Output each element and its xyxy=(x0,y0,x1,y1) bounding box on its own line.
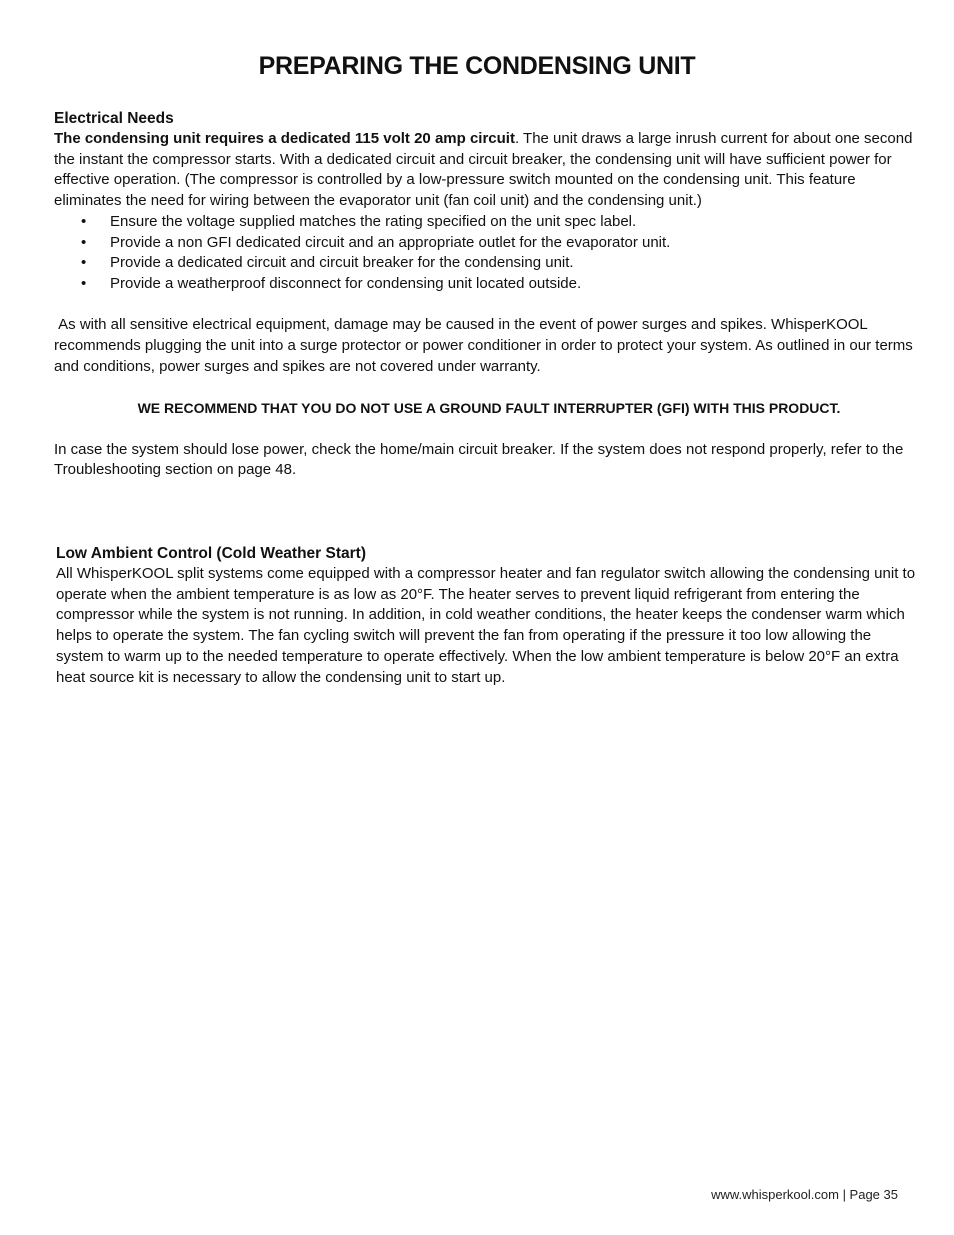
list-item-text: Provide a weatherproof disconnect for condensing unit located outside. xyxy=(110,274,582,292)
bullet-icon: • xyxy=(81,274,87,292)
list-item xyxy=(54,253,916,274)
power-loss-paragraph: In case the system should lose power, check the home/main circuit breaker. If the system does not respond properly, refer to the Troubleshooting section on page 48. xyxy=(54,440,904,479)
surge-paragraph: As with all sensitive electrical equipment, damage may be caused in the event of power surges and spikes. WhisperKOOL recommends plugging the unit into a surge protector or power conditioner in order to protect your system. As outlined in our terms and conditions, power surges and spikes are not covered under warranty. xyxy=(54,316,917,375)
list-item-text: Provide a non GFI dedicated circuit and an appropriate outlet for the evaporator unit. xyxy=(110,233,671,251)
electrical-needs-heading: Electrical Needs xyxy=(54,110,174,127)
low-ambient-paragraph: All WhisperKOOL split systems come equipped with a compressor heater and fan regulator switch allowing the condensing unit to operate when the ambient temperature is as low as 20°F. The heater serves to prevent liquid refrigerant from entering the compressor while the system is not running. In addition, in cold weather conditions, the heater keeps the condenser warm which helps to operate the system. The fan cycling switch will prevent the fan from operating if the pressure it too low allowing the system to warm up to the needed temperature to operate effectively. When the low ambient temperature is below 20°F an extra heat source kit is necessary to allow the condensing unit to start up. xyxy=(56,565,916,686)
electrical-needs-section xyxy=(54,108,916,481)
electrical-intro-paragraph xyxy=(54,129,916,212)
gfi-warning: WE RECOMMEND THAT YOU DO NOT USE A GROUND FAULT INTERRUPTER (GFI) WITH THIS PRODUCT. xyxy=(137,400,841,417)
bullet-icon: • xyxy=(81,233,87,251)
bullet-icon: • xyxy=(81,254,87,272)
list-item-text: Ensure the voltage supplied matches the rating specified on the unit spec label. xyxy=(110,212,637,230)
electrical-intro-text: . The unit draws a large inrush current for about one second the instant the compressor starts. With a dedicated circuit and circuit breaker, the condensing unit will have sufficient power for effective operation. (The compressor is controlled by a low-pressure switch mounted on the condensing unit. This feature eliminates the need for wiring between the evaporator unit (fan coil unit) and the condensing unit.) xyxy=(54,130,913,210)
list-item xyxy=(54,233,916,254)
page-footer: www.whisperkool.com | Page 35 xyxy=(711,1187,898,1202)
bullet-icon: • xyxy=(81,212,87,230)
list-item xyxy=(54,274,916,295)
electrical-bullet-list xyxy=(54,212,916,295)
page-title: PREPARING THE CONDENSING UNIT xyxy=(258,52,696,80)
list-item-text: Provide a dedicated circuit and circuit breaker for the condensing unit. xyxy=(110,254,574,272)
low-ambient-section xyxy=(56,543,916,688)
electrical-intro-bold: The condensing unit requires a dedicated 115 volt 20 amp circuit xyxy=(54,130,515,147)
list-item xyxy=(54,212,916,233)
low-ambient-heading: Low Ambient Control (Cold Weather Start) xyxy=(56,545,366,562)
